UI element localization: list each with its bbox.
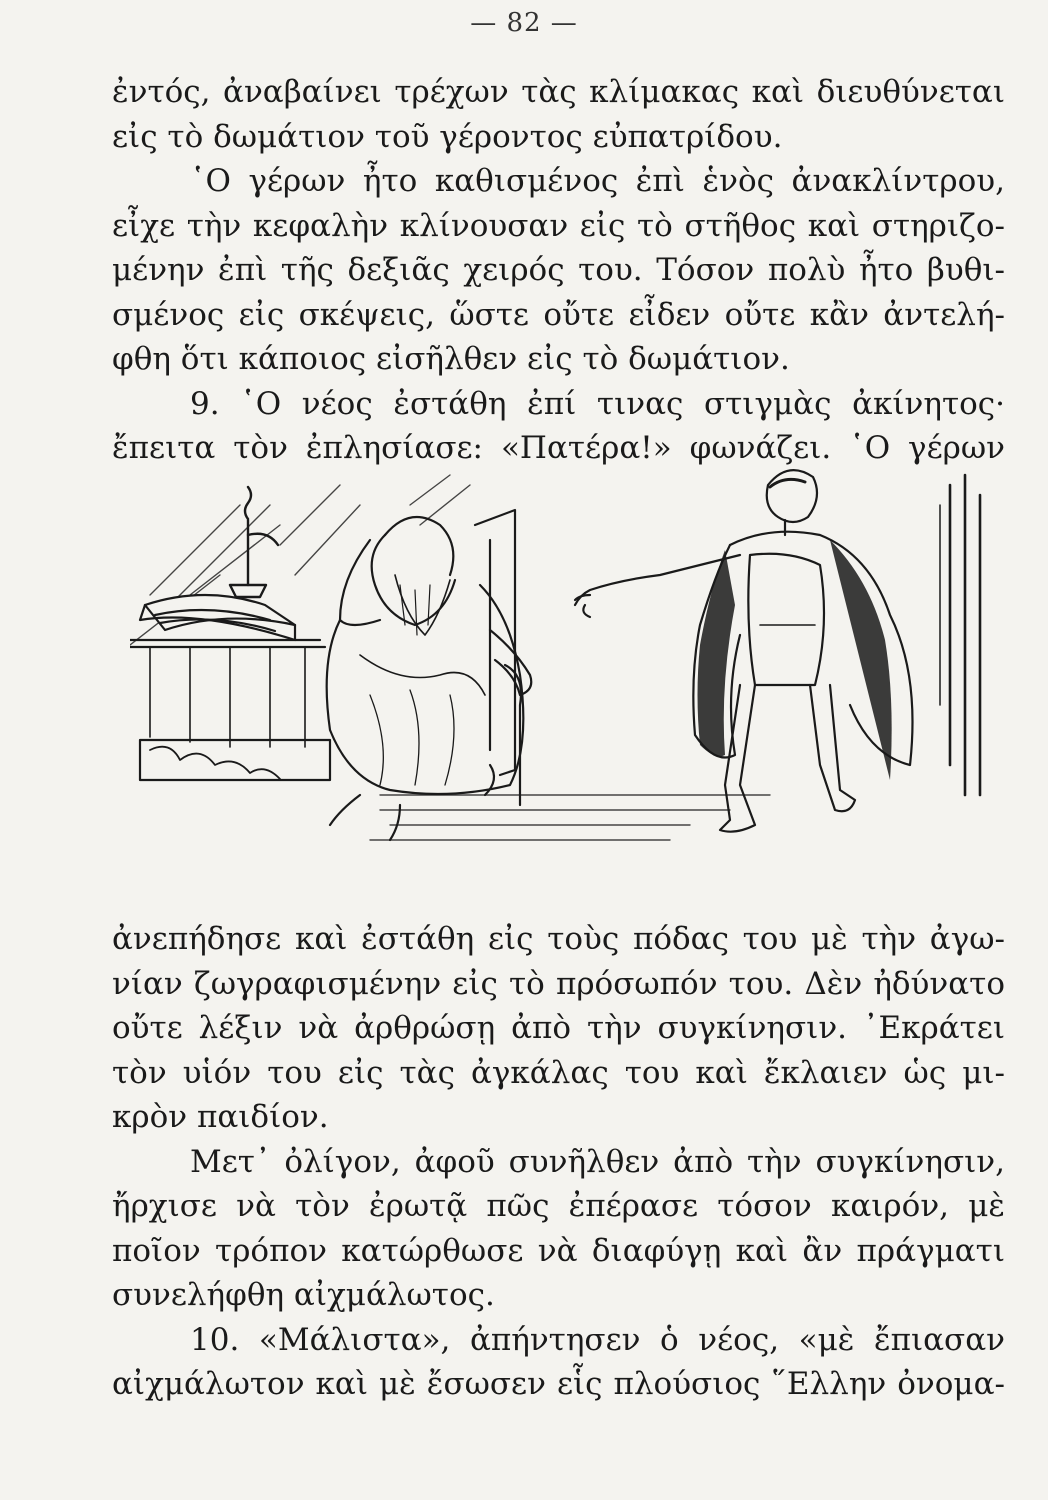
- text-line: εἶχε τὴν κεφαλὴν κλίνουσαν εἰς τὸ στῆθος καὶ στηριζο-: [112, 207, 1005, 244]
- text-line: ἔπειτα τὸν ἐπλησίασε: «Πατέρα!» φωνάζει. ῾Ο γέρων: [112, 430, 1005, 466]
- text-line: νίαν ζωγραφισμένην εἰς τὸ πρόσωπόν του. Δὲν ἠδύνατο: [112, 965, 1005, 1002]
- illustration-old-man-and-son: [130, 465, 1010, 865]
- text-line: μένην ἐπὶ τῆς δεξιᾶς χειρός του. Τόσον πολὺ ἦτο βυθι-: [112, 252, 1005, 288]
- chair: [475, 510, 521, 805]
- candlestick: [230, 487, 278, 597]
- text-line: 9. ῾Ο νέος ἐστάθη ἐπί τινας στιγμὰς ἀκίνητος·: [190, 385, 1005, 422]
- table: [130, 640, 330, 780]
- text-line: ἀνεπήδησε καὶ ἐστάθη εἰς τοὺς πόδας του μὲ τὴν ἀγω-: [112, 921, 1005, 957]
- old-man-figure: [327, 517, 532, 840]
- text-line: οὔτε λέξιν νὰ ἀρθρώσῃ ἀπὸ τὴν συγκίνησιν. ᾿Εκράτει: [112, 1010, 1005, 1046]
- text-line: Μετ᾿ ὀλίγον, ἀφοῦ συνῆλθεν ἀπὸ τὴν συγκίνησιν,: [190, 1143, 1005, 1180]
- text-line: ἤρχισε νὰ τὸν ἐρωτᾷ πῶς ἐπέρασε τόσον καιρόν, μὲ: [112, 1188, 1005, 1224]
- curtain: [940, 475, 980, 795]
- text-line: συνελήφθη αἰχμάλωτος.: [112, 1277, 495, 1313]
- text-line: ποῖον τρόπον κατώρθωσε νὰ διαφύγῃ καὶ ἂν πράγματι: [112, 1232, 1005, 1269]
- background-hatching: [130, 475, 770, 840]
- text-line: 10. «Μάλιστα», ἀπήντησεν ὁ νέος, «μὲ ἔπιασαν: [190, 1321, 1005, 1358]
- open-book: [140, 595, 295, 640]
- page-number: — 82 —: [470, 8, 578, 38]
- young-man-figure: [575, 470, 913, 832]
- text-line: ἐντός, ἀναβαίνει τρέχων τὰς κλίμακας καὶ διευθύνεται: [112, 74, 1005, 110]
- text-line: εἰς τὸ δωμάτιον τοῦ γέροντος εὐπατρίδου.: [112, 118, 783, 155]
- text-line: φθη ὅτι κάποιος εἰσῆλθεν εἰς τὸ δωμάτιον.: [112, 341, 790, 377]
- text-line: κρὸν παιδίον.: [112, 1099, 329, 1135]
- text-block-top: [112, 70, 1005, 471]
- text-line: τὸν υἱόν του εἰς τὰς ἀγκάλας του καὶ ἔκλαιεν ὡς μι-: [112, 1054, 1005, 1091]
- text-line: ῾Ο γέρων ἦτο καθισμένος ἐπὶ ἑνὸς ἀνακλίντρου,: [190, 163, 1005, 199]
- text-line: σμένος εἰς σκέψεις, ὥστε οὔτε εἶδεν οὔτε κἂν ἀντελή-: [112, 296, 1005, 333]
- text-line: αἰχμάλωτον καὶ μὲ ἔσωσεν εἷς πλούσιος ῞Ελλην ὀνομα-: [112, 1366, 1005, 1402]
- text-block-bottom: [112, 917, 1005, 1407]
